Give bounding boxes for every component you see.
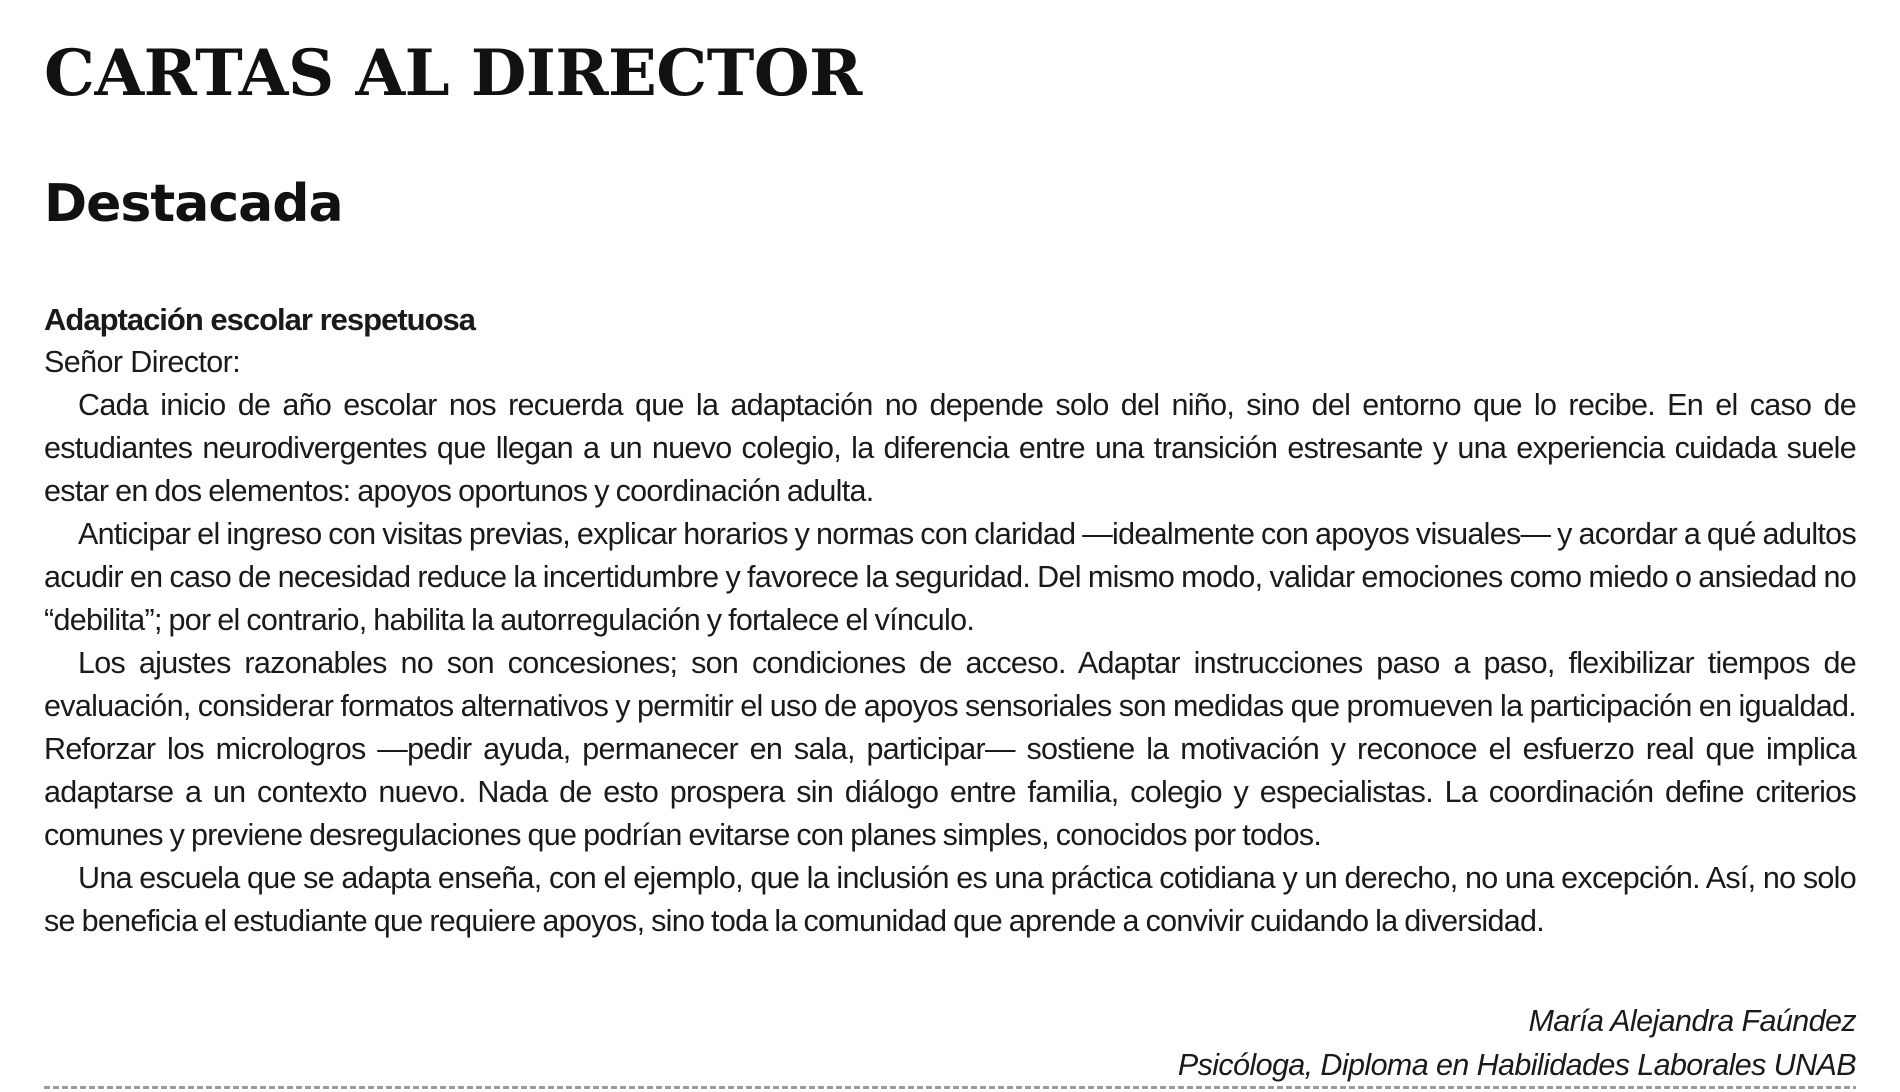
author-name: María Alejandra Faúndez [1528,1004,1856,1038]
letter-paragraph-4: Una escuela que se adapta enseña, con el ejemplo, que la inclusión es una práctica cotidiana y un derecho, no una excepción. Así, no solo se beneficia el estudiante que requiere apoyos, sino toda la comunidad que aprende a convivir cuidando la diversidad. [44,861,1856,938]
author-title: Psicóloga, Diploma en Habilidades Laborales UNAB [1177,1048,1856,1082]
section-title: CARTAS AL DIRECTOR [44,36,862,111]
bottom-divider [44,1086,1856,1089]
subsection-title: Destacada [44,174,343,234]
letter-paragraph-2: Anticipar el ingreso con visitas previas, explicar horarios y normas con claridad —idealmente con apoyos visuales— y acordar a qué adultos acudir en caso de necesidad reduce la incertidumbre y favorece la seguridad. Del mismo modo, validar emociones como miedo o ansiedad no “debilita”; por el contrario, habilita la autorregulación y fortalece el vínculo. [44,517,1856,637]
letter-heading: Adaptación escolar respetuosa [44,302,475,337]
letter-paragraph-1: Cada inicio de año escolar nos recuerda que la adaptación no depende solo del niño, sino del entorno que lo recibe. En el caso de estudiantes neurodivergentes que llegan a un nuevo colegio, la diferencia entre una transición estresante y una experiencia cuidada suele estar en dos elementos: apoyos oportunos y coordinación adulta. [44,388,1856,508]
letter-signature [44,999,1856,1087]
letter-paragraph-3: Los ajustes razonables no son concesiones; son condiciones de acceso. Adaptar instrucciones paso a paso, flexibilizar tiempos de evaluación, considerar formatos alternativos y permitir el uso de apoyos sensoriales son medidas que promueven la participación en igualdad. Reforzar los micrologros —pedir ayuda, permanecer en sala, participar— sostiene la motivación y reconoce el esfuerzo real que implica adaptarse a un contexto nuevo. Nada de esto prospera sin diálogo entre familia, colegio y especialistas. La coordinación define criterios comunes y previene desregulaciones que podrían evitarse con planes simples, conocidos por todos. [44,646,1856,852]
letter [44,298,1856,1087]
letter-salutation: Señor Director: [44,345,241,379]
letters-page [44,30,1856,1087]
